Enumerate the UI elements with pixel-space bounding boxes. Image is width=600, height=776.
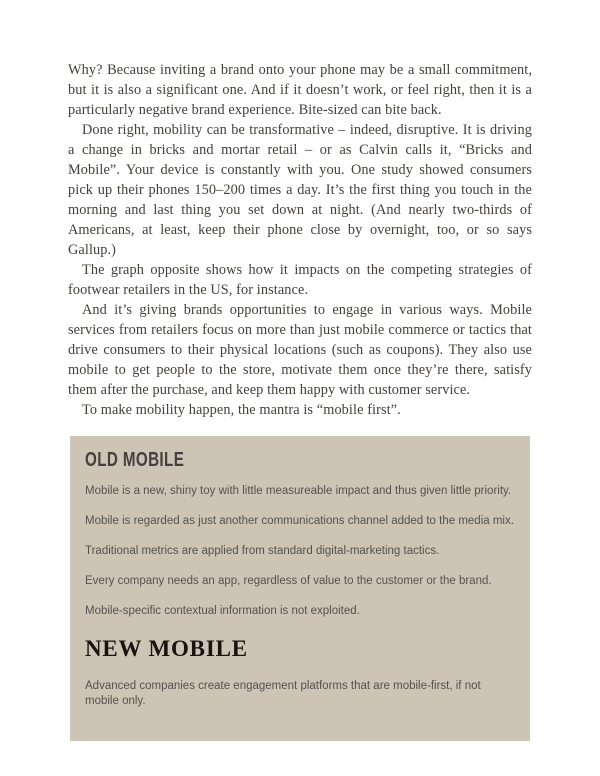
paragraph-mobile-first-mantra: To make mobility happen, the mantra is “mobile first”. — [82, 402, 401, 418]
mobile-comparison-panel — [70, 436, 530, 741]
old-mobile-item: Mobile is a new, shiny toy with little measureable impact and thus given little priority. — [85, 485, 512, 497]
paragraph-brand-opportunities: And it’s giving brands opportunities to engage in various ways. Mobile services from retailers focus on more than just mobile commerce or tactics that drive consumers to their physical locations (such as coupons). They also use mobile to get people to the store, motivate them once they’re there, satisfy them after the purchase, and keep them happy with customer service. — [68, 302, 532, 398]
old-mobile-heading-text: OLD MOBILE — [85, 449, 185, 471]
paragraph-why: Why? Because inviting a brand onto your phone may be a small commitment, but it is also a significant one. And if it doesn’t work, or feel right, then it is a particularly negative brand experience. Bite-sized can bite back. — [68, 62, 532, 118]
old-mobile-item: Mobile-specific contextual information is not exploited. — [85, 605, 360, 617]
old-mobile-item: Traditional metrics are applied from standard digital-marketing tactics. — [85, 545, 440, 557]
old-mobile-item: Mobile is regarded as just another communications channel added to the media mix. — [85, 515, 514, 527]
paragraph-done-right: Done right, mobility can be transformative – indeed, disruptive. It is driving a change in bricks and mortar retail – or as Calvin calls it, “Bricks and Mobile”. Your device is constantly with you. One study showed consumers pick up their phones 150–200 times a day. It’s the first thing you touch in the morning and last thing you set down at night. (And nearly two-thirds of Americans, at least, keep their phone close by overnight, too, or so says Gallup.) — [68, 122, 532, 258]
old-mobile-heading — [85, 450, 515, 470]
new-mobile-item: Advanced companies create engagement platforms that are mobile-first, if not mobile only. — [85, 680, 481, 707]
new-mobile-heading: NEW MOBILE — [85, 636, 248, 661]
article-body — [68, 60, 532, 420]
old-mobile-item: Every company needs an app, regardless of value to the customer or the brand. — [85, 575, 492, 587]
paragraph-graph-opposite: The graph opposite shows how it impacts on the competing strategies of footwear retailers in the US, for instance. — [68, 262, 532, 298]
